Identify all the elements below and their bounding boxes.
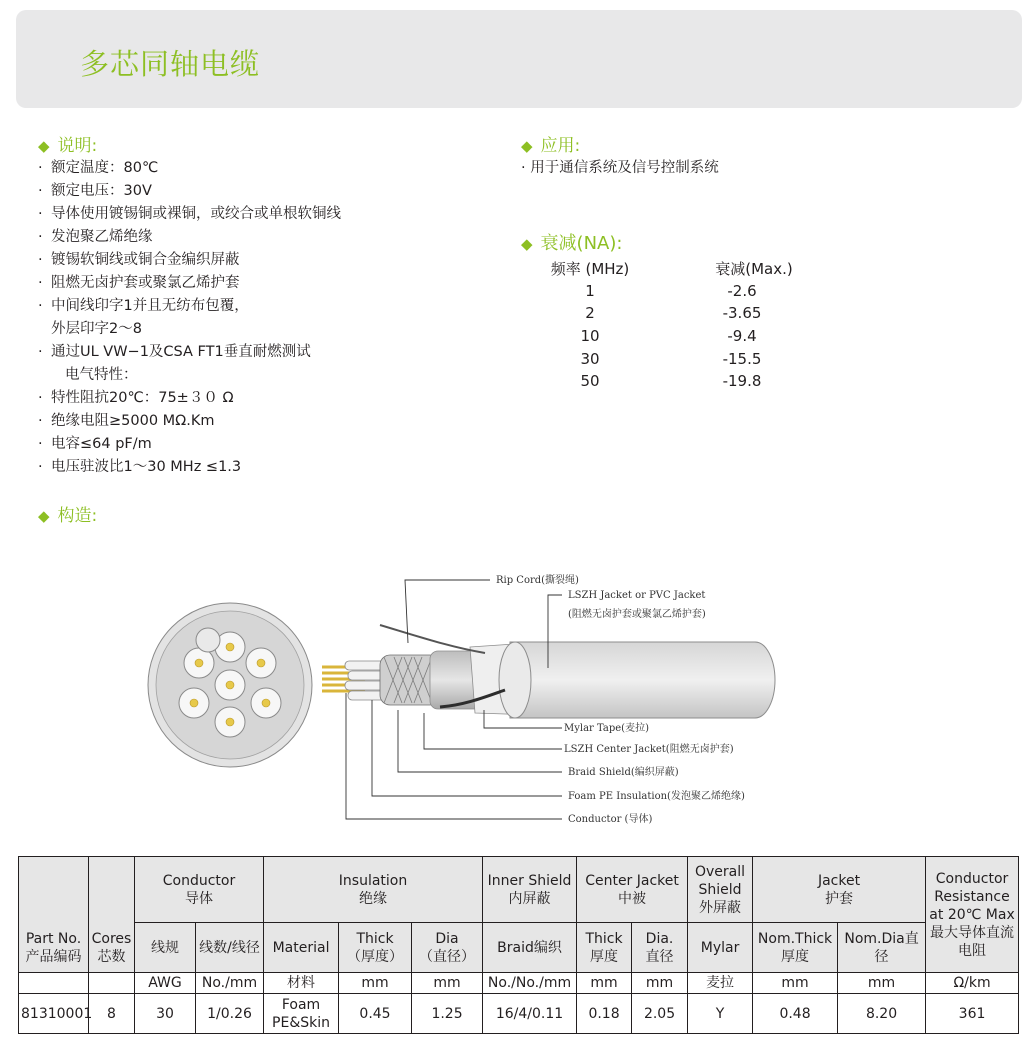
- application-text: · 用于通信系统及信号控制系统: [521, 160, 719, 176]
- cj-dia-subheader: Dia. 直径: [632, 923, 688, 973]
- conductor-header: Conductor 导体: [135, 857, 264, 923]
- list-item: · 中间线印字1并且无纺布包覆，: [38, 298, 249, 314]
- description-list: [38, 157, 341, 479]
- diamond-bullet-icon: ◆: [38, 137, 50, 155]
- insulation-header: Insulation 绝缘: [264, 857, 483, 923]
- diamond-bullet-icon: ◆: [521, 235, 533, 253]
- list-item: · 额定温度：80℃: [38, 160, 159, 176]
- mylar-subheader: Mylar: [688, 923, 753, 973]
- label-center-jacket: LSZH Center Jacket(阻燃无卤护套): [564, 744, 734, 755]
- list-item: 电气特性：: [65, 367, 138, 383]
- att-column-header: 衰减(Max.): [715, 259, 793, 278]
- construction-heading: ◆ 构造:: [38, 506, 98, 526]
- label-conductor: Conductor (导体): [568, 814, 653, 825]
- braid-subheader: Braid编织: [483, 923, 577, 973]
- jacket-header: Jacket 护套: [753, 857, 926, 923]
- list-item: · 电压驻波比1～30 MHz ≤1.3: [38, 459, 242, 475]
- ins-thick-subheader: Thick （厚度）: [339, 923, 412, 973]
- label-braid: Braid Shield(编织屏蔽): [568, 767, 679, 778]
- inner-shield-header: Inner Shield 内屏蔽: [483, 857, 577, 923]
- list-item: · 通过UL VW−1及CSA FT1垂直耐燃测试: [38, 344, 311, 360]
- material-subheader: Material: [264, 923, 339, 973]
- list-item: · 镀锡软铜线或铜合金编织屏蔽: [38, 252, 240, 268]
- list-item: · 特性阻抗20℃：75±３０ Ω: [38, 390, 234, 406]
- diamond-bullet-icon: ◆: [38, 507, 50, 525]
- ins-dia-subheader: Dia （直径）: [412, 923, 483, 973]
- label-jacket-cn: (阻燃无卤护套或聚氯乙烯护套): [568, 609, 706, 620]
- cj-thick-subheader: Thick 厚度: [577, 923, 632, 973]
- list-item: · 电容≤64 pF/m: [38, 436, 152, 452]
- table-row: 1 -2.6: [585, 281, 757, 300]
- table-row: 10 -9.4: [580, 327, 757, 346]
- jk-dia-subheader: Nom.Dia直 径: [838, 923, 926, 973]
- list-item: · 发泡聚乙烯绝缘: [38, 229, 153, 245]
- overall-shield-header: Overall Shield 外屏蔽: [688, 857, 753, 923]
- cores-header: Cores 芯数: [89, 857, 135, 973]
- attenuation-table: [540, 257, 844, 393]
- attenuation-heading: ◆ 衰减(NA):: [521, 233, 623, 254]
- table-row: 2 -3.65: [585, 304, 762, 323]
- freq-column-header: 频率 (MHz): [550, 259, 630, 278]
- list-item: · 绝缘电阻≥5000 MΩ.Km: [38, 413, 215, 429]
- cable-side-view: [322, 625, 775, 718]
- table-row: 50 -19.8: [580, 372, 762, 391]
- table-row: 30 -15.5: [580, 349, 762, 368]
- table-row: 81310001 8 30 1/0.26 Foam PE&Skin 0.45 1.25 16/4/0.11 0.18 2.05 Y 0.48 8.20 361: [19, 994, 1019, 1034]
- list-item: · 额定电压：30V: [38, 183, 152, 199]
- label-jacket: LSZH Jacket or PVC Jacket: [568, 590, 706, 601]
- part-header: Part No. 产品编码: [19, 857, 89, 973]
- label-mylar: Mylar Tape(麦拉): [564, 723, 649, 734]
- units-row: AWG No./mm 材料 mm mm No./No./mm mm mm 麦拉 mm mm Ω/km: [19, 973, 1019, 994]
- cross-section: [148, 603, 312, 767]
- center-jacket-header: Center Jacket 中被: [577, 857, 688, 923]
- strands-subheader: 线数/线径: [196, 923, 264, 973]
- label-insulation: Foam PE Insulation(发泡聚乙烯绝缘): [568, 791, 745, 802]
- description-heading: ◆ 说明:: [38, 136, 98, 156]
- gauge-subheader: 线规: [135, 923, 196, 973]
- list-item: 外层印字2～8: [51, 321, 142, 337]
- page-title: 多芯同轴电缆: [80, 47, 261, 81]
- list-item: · 导体使用镀锡铜或裸铜，或绞合或单根软铜线: [38, 206, 341, 222]
- diamond-bullet-icon: ◆: [521, 137, 533, 155]
- resistance-header: Conductor Resistance at 20℃ Max 最大导体直流 电阻: [926, 857, 1019, 973]
- cable-construction-diagram: [140, 565, 790, 830]
- application-heading: ◆ 应用:: [521, 136, 581, 156]
- jk-thick-subheader: Nom.Thick 厚度: [753, 923, 838, 973]
- label-rip-cord: Rip Cord(撕裂绳): [496, 575, 579, 586]
- spec-table: [18, 856, 1019, 1034]
- list-item: · 阻燃无卤护套或聚氯乙烯护套: [38, 275, 240, 291]
